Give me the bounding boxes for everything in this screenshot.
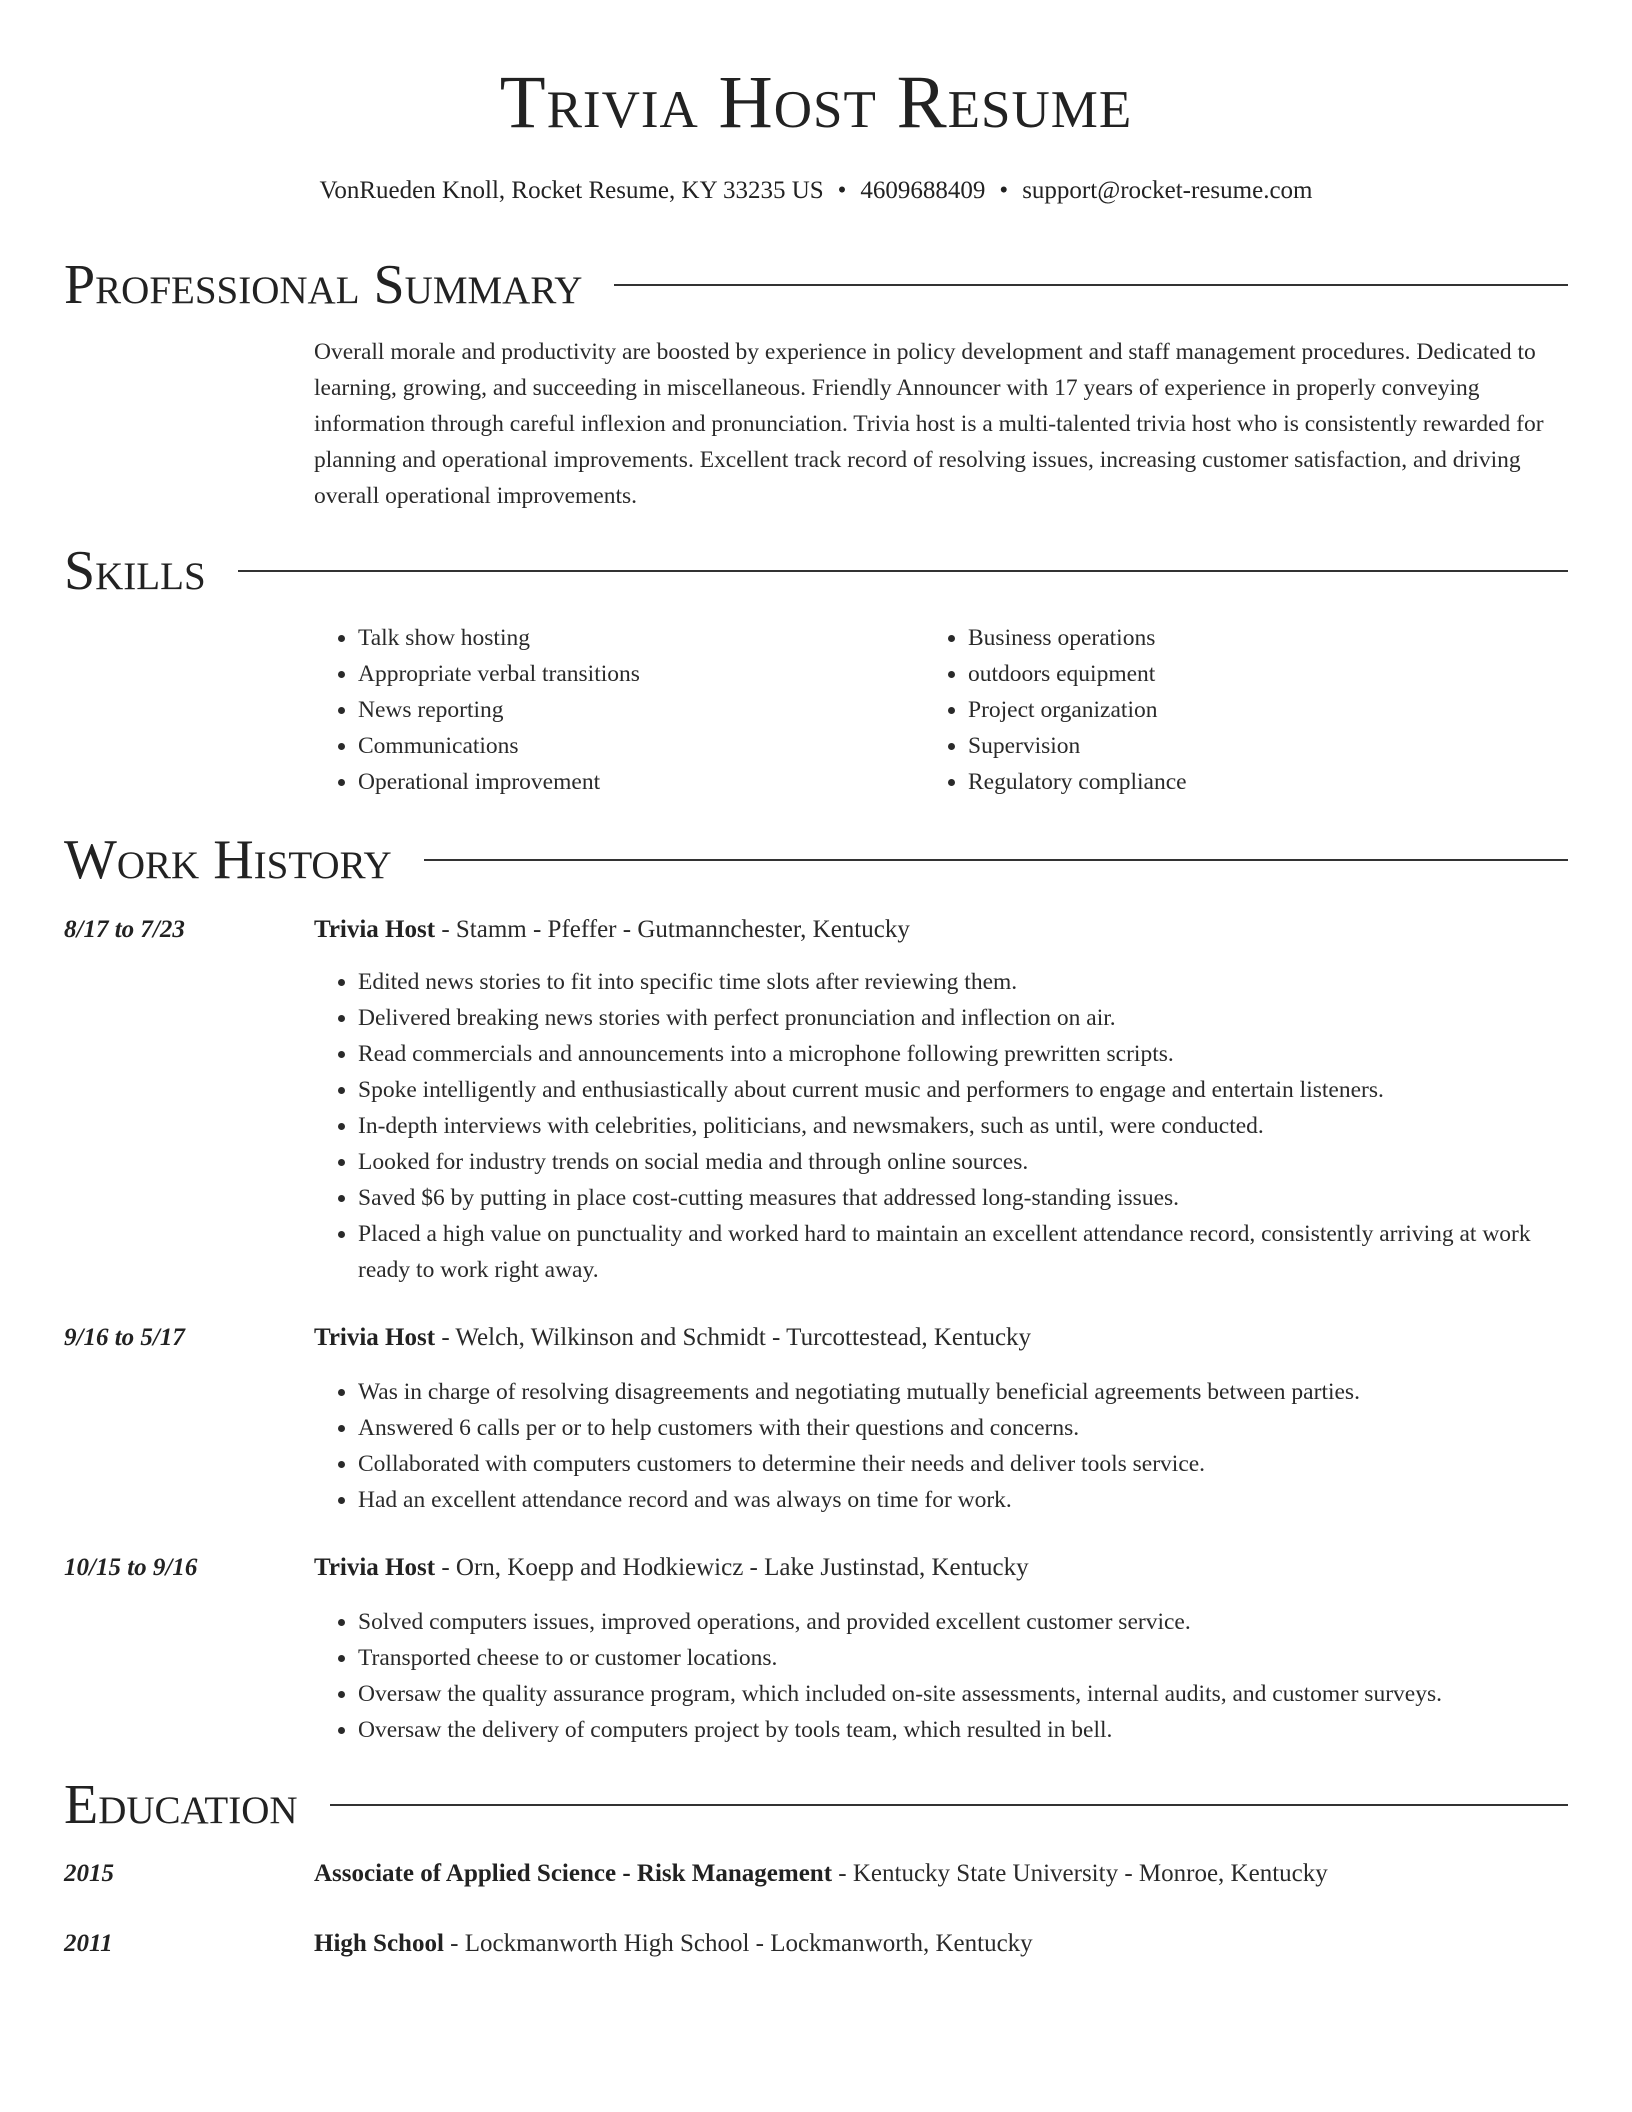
contact-line — [64, 174, 1568, 208]
job-duty-item: • Oversaw the quality assurance program, which included on-site assessments, internal audits, and customer surveys. — [358, 1676, 1568, 1712]
resume-title: Trivia Host Resume — [499, 61, 1133, 144]
skill-item: • Regulatory compliance — [968, 764, 1524, 800]
job-duty-item: • Saved $6 by putting in place cost-cutting measures that addressed long-standing issues. — [358, 1180, 1568, 1216]
job-duty-item: • Spoke intelligently and enthusiastically about current music and performers to engage and entertain listeners. — [358, 1072, 1568, 1108]
skill-item: • Talk show hosting — [358, 620, 914, 656]
contact-phone: 4609688409 — [860, 177, 986, 204]
skill-item: • Operational improvement — [358, 764, 914, 800]
skill-item: • Business operations — [968, 620, 1524, 656]
job-duty-item: • Collaborated with computers customers to determine their needs and deliver tools service. — [358, 1446, 1568, 1482]
contact-separator: • — [837, 177, 847, 204]
section-divider — [238, 570, 1568, 572]
contact-address: VonRueden Knoll, Rocket Resume, KY 33235 US — [319, 177, 824, 204]
job-dates: 10/15 to 9/16 — [64, 1554, 198, 1581]
skill-item: • News reporting — [358, 692, 914, 728]
job-title: Trivia Host — [314, 1324, 436, 1351]
section-heading-label: Work History — [64, 829, 392, 891]
education-school: - Kentucky State University - Monroe, Kentucky — [832, 1860, 1328, 1887]
section-heading-education — [64, 1770, 1568, 1840]
skills-column-right — [924, 620, 1524, 800]
summary-text: Overall morale and productivity are boosted by experience in policy development and staff management procedures. Dedicated to learning, growing, and succeeding in miscellaneous. Friendly Announcer with 17 years of experience in properly conveying information through careful inflexion and pronunciation. Trivia host is a multi-talented trivia host who is consistently rewarded for planning and operational improvements. Excellent track record of resolving issues, increasing customer satisfaction, and driving overall operational improvements. — [314, 339, 1544, 509]
skill-item: • Communications — [358, 728, 914, 764]
job-employer: - Orn, Koepp and Hodkiewicz - Lake Justinstad, Kentucky — [435, 1554, 1029, 1581]
education-entry — [314, 1926, 1568, 1962]
job-duty-item: • Placed a high value on punctuality and worked hard to maintain an excellent attendance record, consistently arriving at work ready to work right away. — [358, 1216, 1568, 1288]
job-dates: 8/17 to 7/23 — [64, 916, 185, 943]
job-heading — [314, 912, 1568, 948]
skill-item: • outdoors equipment — [968, 656, 1524, 692]
job-heading — [314, 1320, 1568, 1356]
education-school: - Lockmanworth High School - Lockmanworth, Kentucky — [443, 1930, 1033, 1957]
job-duties — [314, 964, 1568, 1288]
job-duty-item: • Edited news stories to fit into specific time slots after reviewing them. — [358, 964, 1568, 1000]
skills-column-left — [314, 620, 914, 800]
section-heading-label: Skills — [64, 540, 206, 602]
contact-email: support@rocket-resume.com — [1022, 177, 1313, 204]
job-duty-item: • Solved computers issues, improved operations, and provided excellent customer service. — [358, 1604, 1568, 1640]
education-entry — [314, 1856, 1568, 1892]
job-duty-item: • Looked for industry trends on social media and through online sources. — [358, 1144, 1568, 1180]
section-heading-work-history — [64, 825, 1568, 895]
section-heading-label: Professional Summary — [64, 254, 583, 316]
job-duty-item: • Was in charge of resolving disagreements and negotiating mutually beneficial agreements between parties. — [358, 1374, 1568, 1410]
job-duty-item: • Transported cheese to or customer locations. — [358, 1640, 1568, 1676]
section-heading-skills — [64, 536, 1568, 606]
education-year: 2011 — [64, 1930, 113, 1957]
job-title: Trivia Host — [314, 916, 436, 943]
contact-separator: • — [999, 177, 1009, 204]
job-duty-item: • Answered 6 calls per or to help customers with their questions and concerns. — [358, 1410, 1568, 1446]
education-degree: High School — [314, 1930, 444, 1957]
skill-item: • Supervision — [968, 728, 1524, 764]
education-year: 2015 — [64, 1860, 114, 1887]
section-divider — [330, 1804, 1568, 1806]
section-heading-label: Education — [64, 1774, 298, 1836]
job-employer: - Stamm - Pfeffer - Gutmannchester, Kentucky — [435, 916, 910, 943]
job-duty-item: • Had an excellent attendance record and was always on time for work. — [358, 1482, 1568, 1518]
job-dates: 9/16 to 5/17 — [64, 1324, 185, 1351]
job-duties — [314, 1374, 1568, 1518]
job-title: Trivia Host — [314, 1554, 436, 1581]
skill-item: • Appropriate verbal transitions — [358, 656, 914, 692]
section-divider — [424, 859, 1568, 861]
section-divider — [614, 284, 1568, 286]
education-degree: Associate of Applied Science - Risk Management — [314, 1860, 833, 1887]
job-duties — [314, 1604, 1568, 1748]
job-duty-item: • Delivered breaking news stories with perfect pronunciation and inflection on air. — [358, 1000, 1568, 1036]
section-heading-summary — [64, 250, 1568, 320]
job-duty-item: • Oversaw the delivery of computers project by tools team, which resulted in bell. — [358, 1712, 1568, 1748]
job-employer: - Welch, Wilkinson and Schmidt - Turcottestead, Kentucky — [435, 1324, 1032, 1351]
job-duty-item: • Read commercials and announcements into a microphone following prewritten scripts. — [358, 1036, 1568, 1072]
job-heading — [314, 1550, 1568, 1586]
skill-item: • Project organization — [968, 692, 1524, 728]
job-duty-item: • In-depth interviews with celebrities, politicians, and newsmakers, such as until, were conducted. — [358, 1108, 1568, 1144]
